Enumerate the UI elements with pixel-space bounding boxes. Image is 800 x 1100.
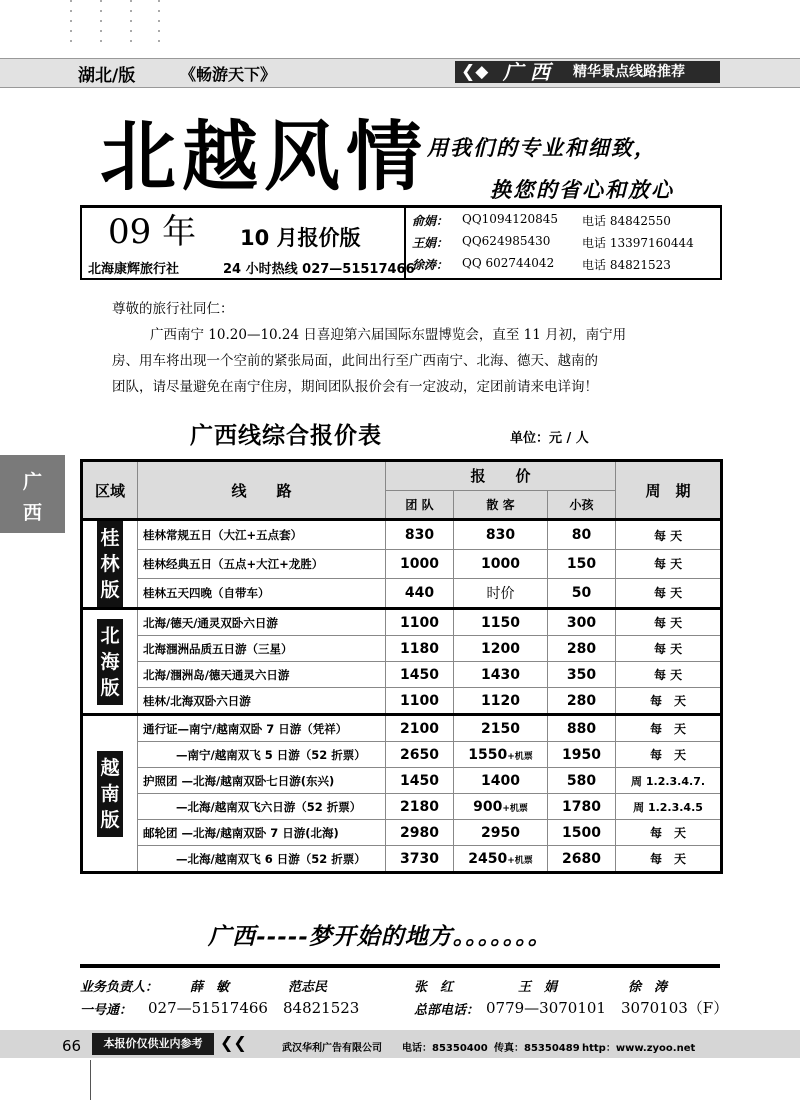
walkin-value: 1400: [481, 772, 520, 789]
agency-name: 北海康辉旅行社: [88, 262, 180, 277]
walkin-value: 2150: [481, 720, 520, 737]
route-cell: —北海/越南双飞六日游（52 折票）: [138, 794, 386, 820]
route-cell: 桂林五天四晚（自带车）: [138, 578, 386, 608]
period-cell: 每 天: [616, 846, 722, 873]
staff-name: 张 红: [414, 980, 454, 995]
staff-label: 业务负责人：: [80, 980, 159, 995]
chevron-left-icon: ❮◆: [461, 62, 489, 82]
period-cell: 每 天: [616, 662, 722, 688]
period-cell: 每 天: [616, 688, 722, 715]
walkin-note: +机票: [507, 751, 533, 762]
group-price: 2980: [386, 820, 454, 846]
child-price: 2680: [548, 846, 616, 873]
walkin-price: [454, 820, 548, 846]
table-row: [82, 520, 722, 550]
child-price: 1950: [548, 742, 616, 768]
group-price: 2650: [386, 742, 454, 768]
hotline-numbers: 027—51517466 84821523: [148, 999, 360, 1017]
region-tag-subtitle: 精华景点线路推荐: [573, 64, 685, 80]
slogan-line-2: 换您的省心和放心: [490, 177, 674, 202]
header-region: 区域: [82, 461, 138, 520]
walkin-price: [454, 715, 548, 742]
walkin-note: +机票: [502, 803, 528, 814]
group-price: 830: [386, 520, 454, 550]
table-row: [82, 688, 722, 715]
price-table: [80, 459, 723, 874]
walkin-price: 1150: [454, 609, 548, 636]
footer-divider: [80, 964, 720, 968]
child-price: 580: [548, 768, 616, 794]
period-cell: 每 天: [616, 636, 722, 662]
edition-label: 湖北/版: [78, 66, 136, 86]
group-price: 2100: [386, 715, 454, 742]
contact-name: 俞娟：: [412, 214, 449, 228]
period-cell: 每 天: [616, 520, 722, 550]
table-row: [82, 742, 722, 768]
route-cell: 桂林常规五日（大江+五点套）: [138, 520, 386, 550]
group-price: 1100: [386, 688, 454, 715]
child-price: 50: [548, 578, 616, 608]
contact-name: 王娟：: [412, 236, 449, 250]
walkin-price: [454, 742, 548, 768]
period-cell: 每 天: [616, 715, 722, 742]
region-cell: [82, 715, 138, 873]
walkin-price: 1430: [454, 662, 548, 688]
walkin-value: 2950: [481, 824, 520, 841]
period-cell: 周 1.2.3.4.7.: [616, 768, 722, 794]
ad-website: http：www.zyoo.net: [582, 1043, 696, 1054]
contact-name: 徐涛：: [412, 258, 449, 272]
walkin-price: 1120: [454, 688, 548, 715]
group-price: 1450: [386, 768, 454, 794]
table-row: [82, 636, 722, 662]
page-margin-line: [90, 1060, 91, 1100]
child-price: 1500: [548, 820, 616, 846]
walkin-price: 1200: [454, 636, 548, 662]
route-cell: 桂林经典五日（五点+大江+龙胜）: [138, 550, 386, 579]
table-row: [82, 794, 722, 820]
header-price: 报 价: [386, 461, 616, 491]
region-label-guilin: 桂林版: [97, 521, 123, 607]
walkin-value: 2450: [468, 850, 508, 867]
letter-line: 广西南宁 10.20—10.24 日喜迎第六届国际东盟博览会，直至 11 月初，南宁用: [150, 327, 627, 343]
table-unit: 单位：元 / 人: [510, 431, 589, 446]
page-number: 66: [62, 1037, 82, 1055]
table-row: [82, 550, 722, 579]
child-price: 150: [548, 550, 616, 579]
staff-name: 薛 敏: [190, 980, 230, 995]
table-row: [82, 609, 722, 636]
child-price: 350: [548, 662, 616, 688]
chevron-left-icon: ❮❮: [220, 1033, 247, 1052]
staff-name: 王 娟: [518, 980, 558, 995]
region-label-vietnam: 越南版: [97, 751, 123, 837]
price-edition-label: 10 月报价版: [240, 226, 361, 250]
table-row: [82, 662, 722, 688]
header-route: 线 路: [138, 461, 386, 520]
contact-qq: QQ 602744042: [462, 256, 555, 270]
table-row: [82, 846, 722, 873]
side-tab-char: 广: [22, 471, 42, 493]
period-cell: 每 天: [616, 609, 722, 636]
decor-dots: [130, 0, 132, 48]
route-cell: 桂林/北海双卧六日游: [138, 688, 386, 715]
route-cell: —南宁/越南双飞 5 日游（52 折票）: [138, 742, 386, 768]
region-cell: [82, 520, 138, 609]
hq-label: 总部电话：: [414, 1003, 480, 1018]
group-price: 440: [386, 578, 454, 608]
period-cell: 每 天: [616, 550, 722, 579]
route-cell: 北海涠洲品质五日游（三星）: [138, 636, 386, 662]
child-price: 300: [548, 609, 616, 636]
walkin-price: [454, 846, 548, 873]
walkin-price: [454, 768, 548, 794]
child-price: 880: [548, 715, 616, 742]
region-cell: [82, 609, 138, 715]
table-row: [82, 820, 722, 846]
ad-fax: 传真：85350489: [494, 1043, 580, 1054]
publication-name: 《畅游天下》: [180, 65, 277, 84]
period-cell: 每 天: [616, 820, 722, 846]
route-cell: 北海/德天/通灵双卧六日游: [138, 609, 386, 636]
letter-greeting: 尊敬的旅行社同仁：: [112, 301, 234, 317]
decor-dots: [158, 0, 160, 48]
header-walkin: 散 客: [454, 490, 548, 520]
route-cell: 北海/涠洲岛/德天通灵六日游: [138, 662, 386, 688]
contact-qq: QQ1094120845: [462, 212, 559, 226]
child-price: 280: [548, 688, 616, 715]
child-price: 1780: [548, 794, 616, 820]
walkin-price: 1000: [454, 550, 548, 579]
letter-line: 团队，请尽量避免在南宁住房，期间团队报价会有一定波动，定团前请来电详询！: [112, 379, 598, 395]
table-title: 广西线综合报价表: [190, 422, 382, 449]
table-header-row: [82, 461, 722, 491]
period-cell: 每 天: [616, 578, 722, 608]
staff-name: 范志民: [288, 980, 328, 995]
slogan-line-1: 用我们的专业和细致，: [427, 135, 657, 160]
year-label: 09 年: [108, 212, 197, 252]
header-period: 周 期: [616, 461, 722, 520]
side-tab-char: 西: [22, 502, 42, 524]
period-cell: 周 1.2.3.4.5: [616, 794, 722, 820]
region-tag: [455, 61, 720, 83]
child-price: 80: [548, 520, 616, 550]
reference-note: 本报价仅供业内参考: [92, 1033, 214, 1055]
route-cell: 护照团 —北海/越南双卧七日游(东兴): [138, 768, 386, 794]
walkin-price: 830: [454, 520, 548, 550]
route-cell: —北海/越南双飞 6 日游（52 折票）: [138, 846, 386, 873]
contact-tel: 电话 84842550: [582, 214, 671, 228]
contact-tel: 电话 13397160444: [582, 236, 694, 250]
decor-dots: [100, 0, 102, 48]
header-child: 小孩: [548, 490, 616, 520]
header-group: 团 队: [386, 490, 454, 520]
decor-dots: [70, 0, 72, 48]
hotline-label: 一号通：: [80, 1003, 133, 1018]
table-row: [82, 578, 722, 608]
child-price: 280: [548, 636, 616, 662]
group-price: 2180: [386, 794, 454, 820]
hotline: 24 小时热线 027—51517466: [223, 262, 415, 277]
table-row: [82, 768, 722, 794]
contact-qq: QQ624985430: [462, 234, 551, 248]
walkin-note: +机票: [507, 855, 533, 866]
group-price: 3730: [386, 846, 454, 873]
walkin-value: 900: [473, 798, 503, 815]
period-cell: 每 天: [616, 742, 722, 768]
walkin-price: 时价: [454, 578, 548, 608]
group-price: 1000: [386, 550, 454, 579]
letter-line: 房、用车将出现一个空前的紧张局面，此间出行至广西南宁、北海、德天、越南的: [112, 353, 598, 369]
route-cell: 通行证—南宁/越南双卧 7 日游（凭祥）: [138, 715, 386, 742]
group-price: 1180: [386, 636, 454, 662]
group-price: 1450: [386, 662, 454, 688]
walkin-value: 1550: [468, 746, 508, 763]
hq-numbers: 0779—3070101 3070103（F）: [486, 999, 729, 1017]
contact-tel: 电话 84821523: [582, 258, 671, 272]
ad-phone: 电话：85350400: [402, 1043, 488, 1054]
route-cell: 邮轮团 —北海/越南双卧 7 日游(北海): [138, 820, 386, 846]
group-price: 1100: [386, 609, 454, 636]
side-tab: [0, 455, 65, 533]
region-tag-title: 广 西: [503, 60, 550, 84]
ad-company: 武汉华利广告有限公司: [282, 1043, 382, 1054]
page-title: 北越风情: [100, 112, 428, 201]
table-row: [82, 715, 722, 742]
staff-name: 徐 涛: [628, 980, 668, 995]
walkin-price: [454, 794, 548, 820]
footer-slogan: 广西-----梦开始的地方。。。。。。。: [208, 923, 552, 950]
region-label-beihai: 北海版: [97, 619, 123, 705]
